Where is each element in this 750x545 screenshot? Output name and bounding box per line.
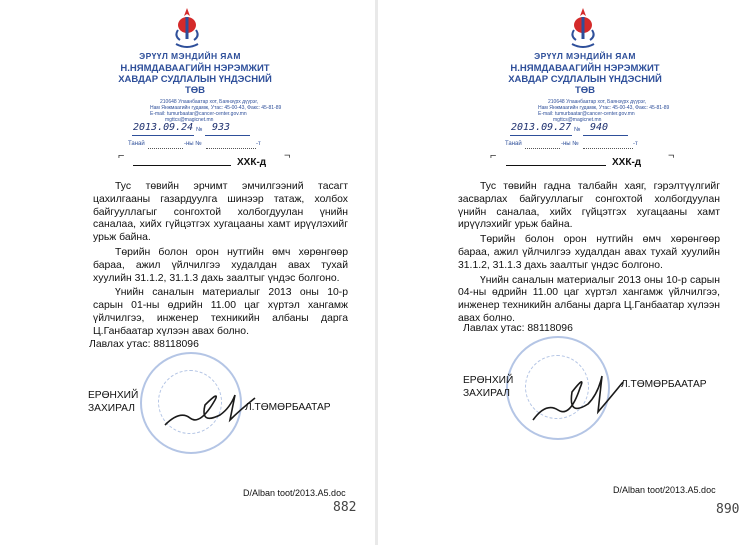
gt-label: -т [256, 141, 261, 147]
paragraph: Тус төвийн эрчимт эмчилгээний тасагт цахилгааны газардуулга шинээр татаж, холбох байгууллагыг сонгохтой холбогдуулан үнийн саналаа, хийх гүйцэтгэх хугацааны хамт ирүүлэхийг урьж байна. [93, 181, 348, 244]
reference-phone: Лавлах утас: 88118096 [89, 339, 199, 350]
corner-bracket: ⌐ [490, 150, 497, 162]
address-line: 210648 Улаанбаатар хот, Баянзүрх дүүрэг, [548, 99, 646, 105]
address-line: Нам Янжмаагийн гудамж, Утас: 45-00-43, Факс: 45-81-89 [538, 105, 670, 111]
emblem-icon [170, 6, 204, 50]
number-underline [205, 135, 250, 136]
emblem-icon [566, 6, 600, 50]
email-line: mgttcs@magicnet.mn [165, 117, 214, 123]
signer-title: ЕРӨНХИЙ [88, 390, 139, 401]
address-line: 210648 Улаанбаатар хот, Баянзүрх дүүрэг, [160, 99, 258, 105]
page-number: 882 [333, 500, 357, 515]
handwritten-date: 2013.09.27 [511, 122, 572, 133]
tanai-label: Танай [128, 141, 145, 147]
signer-title: ЗАХИРАЛ [463, 388, 510, 399]
gt-label: -т [633, 141, 638, 147]
ministry-name: ЭРҮҮЛ МЭНДИЙН ЯАМ [534, 51, 636, 61]
paragraph: Төрийн болон орон нутгийн өмч хөрөнгөөр бараа, ажил үйлчилгээ худалдан авах тухай хуулийн 31.1.2, 31.1.3 дахь заалтыг үндэс болгоно. [93, 246, 348, 284]
signature-icon [528, 362, 628, 430]
ny-label: -ны № [184, 141, 202, 147]
date-underline [510, 135, 572, 136]
reference-phone: Лавлах утас: 88118096 [463, 323, 573, 334]
paragraph: Төрийн болон орон нутгийн өмч хөрөнгөөр бараа, ажил үйлчилгээ худалдан авах тухай хуулийн 31.1.2, 31.1.3 дахь заалтыг үндэс болгоно. [458, 234, 720, 271]
tanai-label: Танай [505, 141, 522, 147]
center-name-line1: Н.НЯМДАВААГИЙН НЭРЭМЖИТ [120, 63, 270, 74]
blank-line [148, 147, 183, 149]
letter-right [378, 0, 750, 545]
center-name-line2: ХАВДАР СУДЛАЛЫН ҮНДЭСНИЙ [508, 74, 662, 85]
center-name-line3: ТӨВ [574, 85, 596, 96]
date-underline [132, 135, 194, 136]
file-path: D/Alban toot/2013.A5.doc [613, 485, 716, 495]
letter-body [93, 181, 348, 341]
number-underline [583, 135, 628, 136]
signer-name: Л.ТӨМӨРБААТАР [621, 379, 707, 390]
ny-label: -ны № [561, 141, 579, 147]
email-line: E-mail: tumurbaatar@cancer-center.gov.mn [150, 111, 247, 117]
number-label: № [196, 127, 203, 133]
paragraph: Тус төвийн гадна талбайн хаяг, гэрэлтүүлгийг засварлах байгууллагыг сонгохтой холбогдуулан үнийн саналаа, хийх гүйцэтгэх хугацааны хамт ирүүлэхийг урьж байна. [458, 181, 720, 231]
page-number: 890 [716, 502, 740, 517]
paragraph: Үнийн саналын материалыг 2013 оны 10-р сарын 01-ны өдрийн 11.00 цаг хүртэл хангамж үйлчилгээ, инженер техникийн албаны дарга Ц.Ганбаатар хүлээн авах болно. [93, 287, 348, 337]
recipient-suffix: ХХК-д [612, 157, 642, 168]
signer-title: ЕРӨНХИЙ [463, 375, 514, 386]
address-line: Нам Янжмаагийн гудамж, Утас: 45-00-43, Факс: 45-81-89 [150, 105, 282, 111]
signer-title: ЗАХИРАЛ [88, 403, 135, 414]
blank-line [206, 147, 256, 149]
center-name-line1: Н.НЯМДАВААГИЙН НЭРЭМЖИТ [510, 63, 660, 74]
corner-bracket: ⌐ [118, 150, 125, 162]
blank-line [525, 147, 560, 149]
number-label: № [574, 127, 581, 133]
signer-name: Л.ТӨМӨРБААТАР [245, 402, 331, 413]
recipient-suffix: ХХК-д [237, 157, 267, 168]
handwritten-number: 940 [590, 122, 609, 133]
letter-body [458, 181, 720, 328]
center-name-line2: ХАВДАР СУДЛАЛЫН ҮНДЭСНИЙ [118, 74, 272, 85]
file-path: D/Alban toot/2013.A5.doc [243, 488, 346, 498]
blank-line [583, 147, 633, 149]
center-name-line3: ТӨВ [184, 85, 206, 96]
recipient-line [133, 165, 231, 166]
handwritten-date: 2013.09.24 [133, 122, 194, 133]
paragraph: Үнийн саналын материалыг 2013 оны 10-р сарын 04-ны өдрийн 11.00 цаг хүртэл хангамж үйлчилгээ, инженер техникийн албаны дарга Ц.Ганбаатар хүлээн авах болно. [458, 274, 720, 324]
ministry-name: ЭРҮҮЛ МЭНДИЙН ЯАМ [139, 51, 241, 61]
email-line: mgttcs@magicnet.mn [553, 117, 602, 123]
handwritten-number: 933 [212, 122, 231, 133]
corner-bracket: ¬ [284, 150, 291, 162]
recipient-line [506, 165, 606, 166]
corner-bracket: ¬ [668, 150, 675, 162]
email-line: E-mail: tumurbaatar@cancer-center.gov.mn [538, 111, 635, 117]
